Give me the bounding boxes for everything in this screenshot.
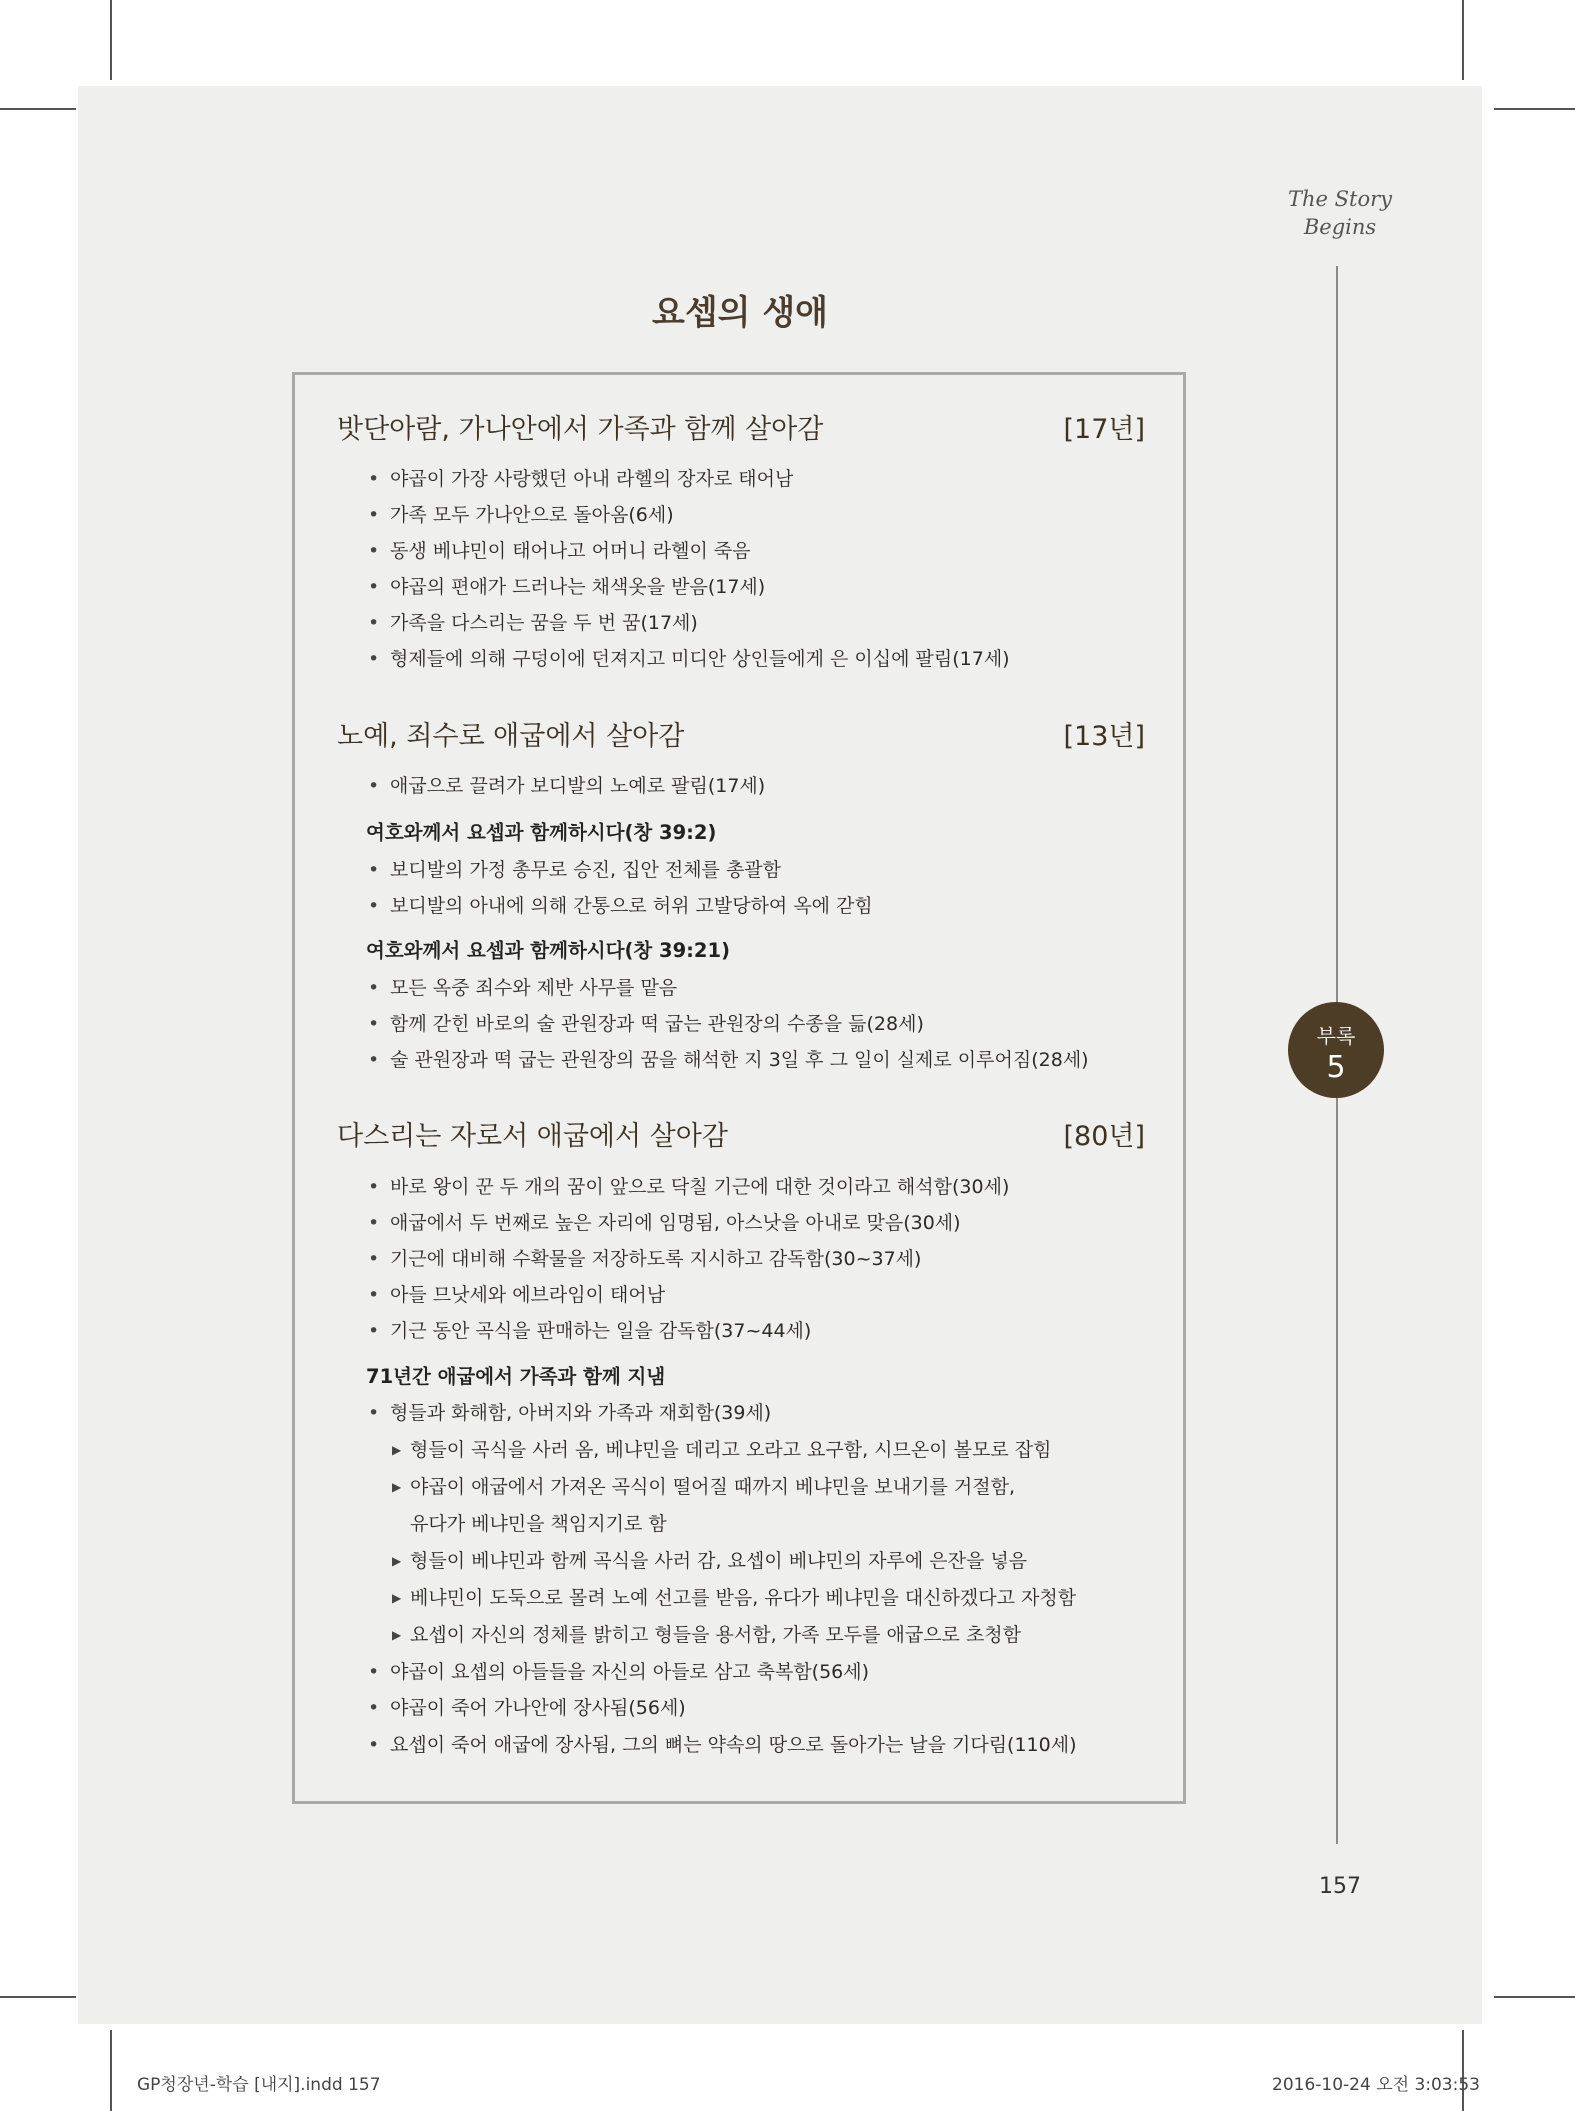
- section-title: 다스리는 자로서 애굽에서 살아감: [337, 1121, 728, 1152]
- list-item: • 아들 므낫세와 에브라임이 태어남: [368, 1281, 665, 1309]
- sub-list-item: [392, 1436, 1051, 1464]
- appendix-label: 부록: [1316, 1024, 1356, 1048]
- page-number: 157: [1319, 1874, 1361, 1899]
- sub-list-continuation: 유다가 베냐민을 책임지기로 함: [410, 1513, 667, 1535]
- list-item: • 보디발의 아내에 의해 간통으로 허위 고발당하여 옥에 갇힘: [368, 892, 873, 920]
- crop-mark: [110, 2030, 112, 2111]
- appendix-number: 5: [1326, 1050, 1346, 1085]
- triangle-right-icon: ▶: [392, 1591, 402, 1605]
- list-item: • 애굽으로 끌려가 보디발의 노예로 팔림(17세): [368, 772, 765, 800]
- crop-mark: [110, 0, 112, 80]
- crop-mark: [0, 1996, 76, 1998]
- running-head-line1: The Story: [1287, 187, 1392, 211]
- subheading: 여호와께서 요셉과 함께하시다(창 39:2): [366, 821, 717, 844]
- list-item: • 함께 갇힌 바로의 술 관원장과 떡 굽는 관원장의 수종을 듦(28세): [368, 1010, 924, 1038]
- list-item: • 동생 베냐민이 태어나고 어머니 라헬이 죽음: [368, 537, 751, 565]
- subheading: 여호와께서 요셉과 함께하시다(창 39:21): [366, 939, 730, 962]
- section-years: [80년]: [1063, 1121, 1145, 1152]
- list-item: • 형제들에 의해 구덩이에 던져지고 미디안 상인들에게 은 이십에 팔림(17세): [368, 645, 1010, 673]
- list-item: • 보디발의 가정 총무로 승진, 집안 전체를 총괄함: [368, 856, 781, 884]
- running-head-line2: Begins: [1303, 215, 1377, 239]
- triangle-right-icon: ▶: [392, 1628, 402, 1642]
- section-title: 노예, 죄수로 애굽에서 살아감: [337, 721, 685, 752]
- list-item: • 기근 동안 곡식을 판매하는 일을 감독함(37~44세): [368, 1317, 811, 1345]
- sub-list-text: 베냐민이 도둑으로 몰려 노예 선고를 받음, 유다가 베냐민을 대신하겠다고 자청함: [410, 1587, 1077, 1609]
- crop-mark: [1494, 108, 1575, 110]
- crop-mark: [1462, 0, 1464, 80]
- sub-list-text: 야곱이 애굽에서 가져온 곡식이 떨어질 때까지 베냐민을 보내기를 거절함,: [410, 1476, 1015, 1498]
- list-item: • 요셉이 죽어 애굽에 장사됨, 그의 뼈는 약속의 땅으로 돌아가는 날을 기다림(110세): [368, 1731, 1077, 1759]
- sub-list-text: 형들이 곡식을 사러 옴, 베냐민을 데리고 오라고 요구함, 시므온이 볼모로 잡힘: [410, 1439, 1052, 1461]
- appendix-badge: [1288, 1002, 1384, 1098]
- section-heading: [337, 413, 1145, 447]
- list-item: • 야곱이 죽어 가나안에 장사됨(56세): [368, 1694, 686, 1722]
- list-item: • 형들과 화해함, 아버지와 가족과 재회함(39세): [368, 1399, 771, 1427]
- list-item: • 애굽에서 두 번째로 높은 자리에 임명됨, 아스낫을 아내로 맞음(30세): [368, 1209, 961, 1237]
- sub-list-text: 형들이 베냐민과 함께 곡식을 사러 감, 요셉이 베냐민의 자루에 은잔을 넣음: [410, 1550, 1028, 1572]
- section-years: [17년]: [1063, 414, 1145, 445]
- sub-list-item: [392, 1473, 1015, 1501]
- crop-mark: [0, 108, 76, 110]
- triangle-right-icon: ▶: [392, 1554, 402, 1568]
- section-title: 밧단아람, 가나안에서 가족과 함께 살아감: [337, 414, 824, 445]
- running-head: [1240, 185, 1440, 241]
- triangle-right-icon: ▶: [392, 1443, 402, 1457]
- list-item: • 기근에 대비해 수확물을 저장하도록 지시하고 감독함(30~37세): [368, 1245, 921, 1273]
- triangle-right-icon: ▶: [392, 1480, 402, 1494]
- sub-list-item: [392, 1621, 1021, 1649]
- section-years: [13년]: [1063, 721, 1145, 752]
- page-title: 요셉의 생애: [651, 293, 829, 333]
- slug-datetime: 2016-10-24 오전 3:03:53: [1272, 2075, 1480, 2095]
- list-item: • 모든 옥중 죄수와 제반 사무를 맡음: [368, 974, 677, 1002]
- sub-list-item: [392, 1584, 1076, 1612]
- sub-list-item: [392, 1547, 1027, 1575]
- slug-file: GP청장년-학습 [내지].indd 157: [137, 2075, 381, 2095]
- crop-mark: [1494, 1996, 1575, 1998]
- list-item: • 가족 모두 가나안으로 돌아옴(6세): [368, 501, 674, 529]
- sub-list-text: 요셉이 자신의 정체를 밝히고 형들을 용서함, 가족 모두를 애굽으로 초청함: [410, 1624, 1022, 1646]
- section-heading: [337, 1120, 1145, 1154]
- list-item: • 바로 왕이 꾼 두 개의 꿈이 앞으로 닥칠 기근에 대한 것이라고 해석함(30세): [368, 1173, 1009, 1201]
- list-item: • 야곱의 편애가 드러나는 채색옷을 받음(17세): [368, 573, 765, 601]
- list-item: • 야곱이 요셉의 아들들을 자신의 아들로 삼고 축복함(56세): [368, 1658, 869, 1686]
- list-item: • 술 관원장과 떡 굽는 관원장의 꿈을 해석한 지 3일 후 그 일이 실제로 이루어짐(28세): [368, 1046, 1089, 1074]
- list-item: • 야곱이 가장 사랑했던 아내 라헬의 장자로 태어남: [368, 465, 793, 493]
- subheading: 71년간 애굽에서 가족과 함께 지냄: [366, 1365, 666, 1388]
- section-heading: [337, 720, 1145, 754]
- list-item: • 가족을 다스리는 꿈을 두 번 꿈(17세): [368, 609, 698, 637]
